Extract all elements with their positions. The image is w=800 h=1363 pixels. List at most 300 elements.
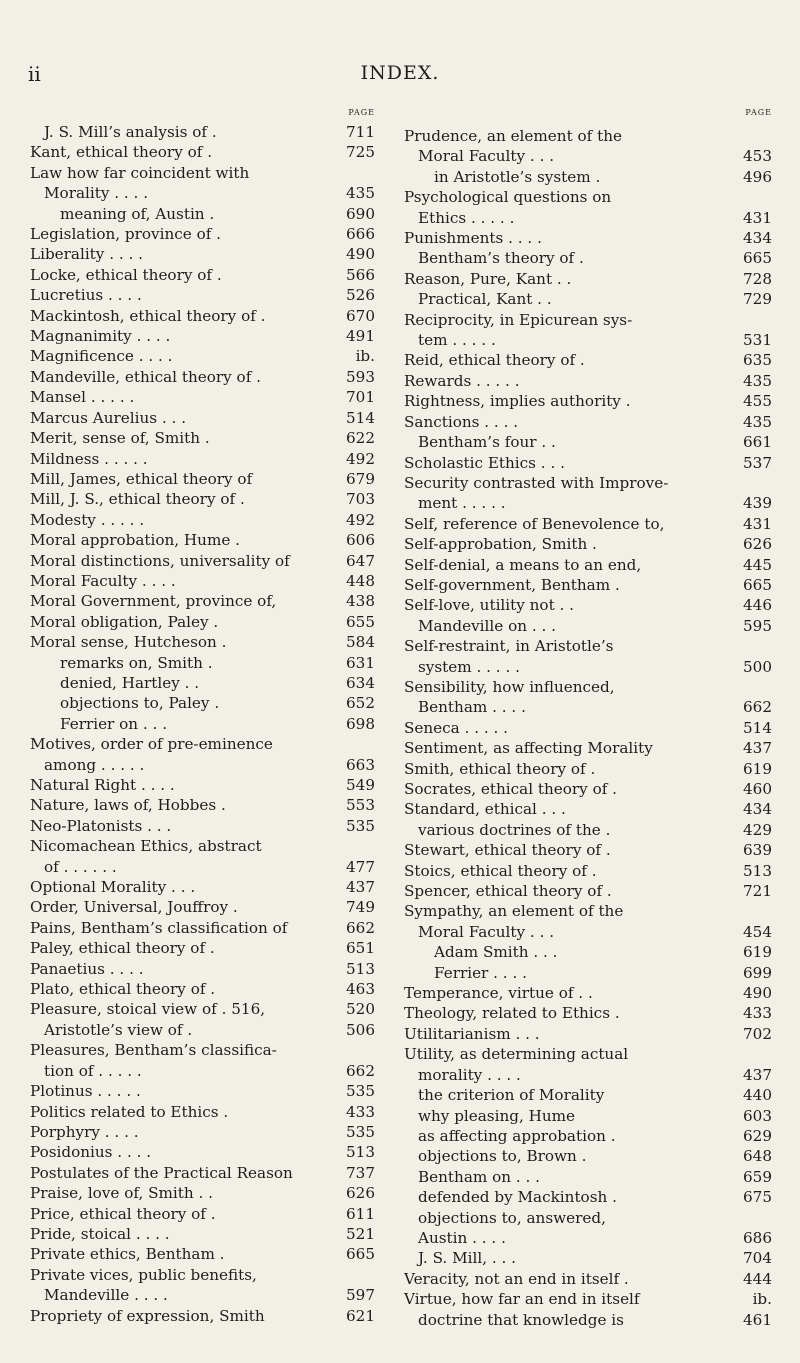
index-entry-term: Punishments . . . . [404, 229, 542, 248]
index-entry-page: 438 [346, 592, 375, 611]
index-entry-term: Mandeville . . . . [44, 1286, 168, 1305]
index-entry [30, 1306, 375, 1326]
index-entry-page: 635 [743, 351, 772, 370]
page-number: ii [28, 62, 41, 86]
index-entry-term: Self, reference of Benevolence to, [404, 514, 665, 533]
index-entry [30, 1020, 375, 1040]
index-entry [30, 1285, 375, 1305]
index-entry [30, 1163, 375, 1183]
index-entry-page: 537 [743, 453, 772, 472]
index-entry-page: 652 [346, 694, 375, 713]
index-entry [404, 1187, 772, 1207]
index-entry-term: Reason, Pure, Kant . . [404, 269, 572, 288]
index-entry-term: Moral Faculty . . . [418, 147, 555, 166]
index-entry-page: 699 [743, 963, 772, 982]
index-entry-page: 434 [743, 800, 772, 819]
index-entry-term: Price, ethical theory of . [30, 1204, 216, 1223]
index-entry [404, 738, 772, 758]
index-entry-page: 439 [743, 494, 772, 513]
index-entry-term: Bentham on . . . [418, 1167, 540, 1186]
index-entry [30, 489, 375, 509]
index-entry [30, 285, 375, 305]
index-entry-term: Ferrier on . . . [60, 714, 168, 733]
index-entry-page: 725 [346, 143, 375, 162]
index-entry-page: 703 [346, 490, 375, 509]
index-entry-page: 535 [346, 1122, 375, 1141]
index-entry-page: 690 [346, 204, 375, 223]
index-entry-page: 670 [346, 306, 375, 325]
index-entry [404, 820, 772, 840]
index-entry [30, 265, 375, 285]
index-entry [30, 1183, 375, 1203]
index-entry-term: as affecting approbation . [418, 1126, 616, 1145]
index-entry-term: Mandeville on . . . [418, 616, 556, 635]
index-entry-page: 701 [346, 388, 375, 407]
index-entry-term: Moral Government, province of, [30, 592, 277, 611]
index-entry-page: 514 [346, 408, 375, 427]
index-entry-term: Magnanimity . . . . [30, 327, 171, 346]
index-entry [30, 183, 375, 203]
index-entry [404, 840, 772, 860]
index-entry-page: 749 [346, 898, 375, 917]
index-entries-left [30, 122, 375, 1326]
index-entry [30, 918, 375, 938]
index-entry-page: 463 [346, 980, 375, 999]
index-entry-term: Ferrier . . . . [434, 963, 527, 982]
index-entry-term: Mill, J. S., ethical theory of . [30, 490, 245, 509]
index-entry-page: 491 [346, 327, 375, 346]
index-entry [404, 1024, 772, 1044]
index-entry [404, 881, 772, 901]
index-entry [404, 534, 772, 554]
index-entry-page: 435 [346, 184, 375, 203]
index-entry-page: 433 [346, 1102, 375, 1121]
index-entry-page: 737 [346, 1163, 375, 1182]
index-entry [30, 591, 375, 611]
index-entry-page: 506 [346, 1020, 375, 1039]
index-entry-term: Pleasure, stoical view of . 516, [30, 1000, 266, 1019]
index-entry-term: Theology, related to Ethics . [404, 1004, 620, 1023]
index-entry [404, 779, 772, 799]
index-entry-page: 535 [346, 1082, 375, 1101]
index-entry [404, 330, 772, 350]
index-entry-page: 553 [346, 796, 375, 815]
index-entry-page: 433 [743, 1004, 772, 1023]
index-entry [30, 938, 375, 958]
index-entry [404, 595, 772, 615]
index-entry-page: 434 [743, 229, 772, 248]
index-entry-page: 662 [346, 918, 375, 937]
index-entry-term: Practical, Kant . . [418, 290, 552, 309]
index-entry [30, 999, 375, 1019]
index-entry-page: 595 [743, 616, 772, 635]
index-entry-page: 611 [346, 1204, 375, 1223]
index-entry-page: 675 [743, 1188, 772, 1207]
index-entry-page: 431 [743, 514, 772, 533]
page-column-heading: PAGE [745, 108, 772, 117]
index-entry [404, 1248, 772, 1268]
index-entry-term: Private ethics, Bentham . [30, 1245, 225, 1264]
index-entry-term: Propriety of expression, Smith [30, 1306, 265, 1325]
index-entry-page: 445 [743, 555, 772, 574]
index-entry-term: Self-government, Bentham . [404, 575, 620, 594]
index-entry-page: 521 [346, 1224, 375, 1243]
index-entry-page: 622 [346, 429, 375, 448]
index-entry [404, 473, 772, 493]
index-entry-term: Rightness, implies authority . [404, 392, 631, 411]
index-entry [30, 775, 375, 795]
index-entry-page: 662 [743, 698, 772, 717]
index-entry [404, 1044, 772, 1064]
index-entry [30, 449, 375, 469]
index-entry-page: 500 [743, 657, 772, 676]
index-entry-term: morality . . . . [418, 1065, 521, 1084]
index-entry-term: Austin . . . . [418, 1228, 506, 1247]
index-entry [404, 187, 772, 207]
index-entry-term: Self-restraint, in Aristotle’s [404, 637, 614, 656]
index-entry [30, 1224, 375, 1244]
index-entry-page: 435 [743, 412, 772, 431]
index-entry [404, 901, 772, 921]
index-entry-term: Self-love, utility not . . [404, 596, 574, 615]
index-entry-page: 490 [743, 984, 772, 1003]
index-entry-term: Optional Morality . . . [30, 878, 196, 897]
index-entry-page: 566 [346, 265, 375, 284]
index-entry-page: 584 [346, 633, 375, 652]
index-entry-term: Sensibility, how influenced, [404, 677, 615, 696]
index-entry-page: 431 [743, 208, 772, 227]
index-entry-term: Prudence, an element of the [404, 127, 622, 145]
index-entry [30, 1142, 375, 1162]
index-entry [30, 979, 375, 999]
index-entry-page: 535 [346, 816, 375, 835]
index-entry-page: 437 [346, 878, 375, 897]
index-entry [404, 1126, 772, 1146]
index-entry [30, 734, 375, 754]
index-entry-page: 526 [346, 286, 375, 305]
index-entry-term: Mackintosh, ethical theory of . [30, 306, 266, 325]
index-entry-term: of . . . . . . [44, 857, 117, 876]
index-entry-page: 686 [743, 1228, 772, 1247]
index-entry-term: Adam Smith . . . [434, 943, 558, 962]
index-entry-term: J. S. Mill, . . . [418, 1249, 516, 1268]
index-entry-page: 704 [743, 1249, 772, 1268]
index-entry [30, 1102, 375, 1122]
index-entry-page: 634 [346, 673, 375, 692]
index-entry [30, 408, 375, 428]
index-entry-term: Stoics, ethical theory of . [404, 861, 597, 880]
index-entry-term: denied, Hartley . . [60, 673, 200, 692]
index-entry [30, 877, 375, 897]
index-entry [30, 142, 375, 162]
index-entry-page: 461 [743, 1310, 772, 1329]
index-entry [404, 493, 772, 513]
index-entry-term: Mansel . . . . . [30, 388, 135, 407]
index-entry-term: Law how far coincident with [30, 163, 250, 182]
index-entry-page: 454 [743, 922, 772, 941]
index-entry [404, 942, 772, 962]
index-entry [404, 371, 772, 391]
index-entry [404, 248, 772, 268]
index-entry [30, 367, 375, 387]
index-entry-term: Socrates, ethical theory of . [404, 780, 617, 798]
index-entry [30, 1081, 375, 1101]
index-entry-page: 621 [346, 1306, 375, 1325]
index-entry-term: Paley, ethical theory of . [30, 939, 215, 958]
index-entry [30, 469, 375, 489]
index-entry-page: 513 [743, 861, 772, 880]
index-entry [30, 1040, 375, 1060]
index-entry-page: 655 [346, 612, 375, 631]
index-entry [404, 718, 772, 738]
index-entry [404, 289, 772, 309]
index-entry [404, 1310, 772, 1330]
index-entry [30, 224, 375, 244]
index-entry-page: 444 [743, 1269, 772, 1288]
index-entry [404, 453, 772, 473]
index-entry-term: tion of . . . . . [44, 1061, 142, 1080]
index-entry-page: 679 [346, 469, 375, 488]
index-entry-term: Moral obligation, Paley . [30, 612, 219, 631]
index-entry [404, 759, 772, 779]
index-entry-page: 729 [743, 290, 772, 309]
index-entry-term: among . . . . . [44, 755, 145, 774]
index-entry-page: 514 [743, 718, 772, 737]
index-entry [30, 897, 375, 917]
index-entry-page: 453 [743, 147, 772, 166]
index-entry-term: Moral sense, Hutcheson . [30, 633, 227, 652]
index-entry-term: Nicomachean Ethics, abstract [30, 837, 262, 856]
index-entry-page: 435 [743, 371, 772, 390]
index-entry-page: 440 [743, 1086, 772, 1105]
index-entry [30, 571, 375, 591]
index-entry-page: 496 [743, 167, 772, 186]
index-entry-term: Lucretius . . . . [30, 286, 142, 305]
index-entry-page: 437 [743, 1065, 772, 1084]
index-entry [404, 350, 772, 370]
index-entry-term: Moral Faculty . . . . [30, 571, 176, 590]
index-entry [30, 530, 375, 550]
index-entry-term: Bentham’s theory of . [418, 249, 584, 268]
index-entry-term: Magnificence . . . . [30, 347, 173, 366]
index-entry-term: Plato, ethical theory of . [30, 980, 216, 999]
index-entry-term: Mandeville, ethical theory of . [30, 367, 261, 386]
index-entry-page: 549 [346, 776, 375, 794]
index-entry-term: Plotinus . . . . . [30, 1082, 141, 1101]
index-entry [30, 795, 375, 815]
index-entry-term: Spencer, ethical theory of . [404, 882, 612, 901]
index-entry [30, 346, 375, 366]
index-entry [30, 816, 375, 836]
index-entry-page: 460 [743, 780, 772, 798]
index-entry-term: objections to, answered, [418, 1208, 606, 1227]
index-entry [30, 122, 375, 142]
index-entry-term: Pains, Bentham’s classification of [30, 918, 288, 937]
index-entry-term: Smith, ethical theory of . [404, 759, 596, 778]
index-entry-term: Scholastic Ethics . . . [404, 453, 565, 472]
index-entry-page: 520 [346, 1000, 375, 1019]
index-entry-term: Porphyry . . . . [30, 1122, 139, 1141]
index-entry-page: 665 [743, 575, 772, 594]
index-entry-term: Morality . . . . [44, 184, 149, 203]
index-entry-term: Moral approbation, Hume . [30, 531, 240, 550]
index-entry [30, 1244, 375, 1264]
index-entry-page: 647 [346, 551, 375, 570]
index-entry [404, 677, 772, 697]
index-entry [404, 1085, 772, 1105]
index-entry-term: Utility, as determining actual [404, 1045, 629, 1064]
index-entry [30, 673, 375, 693]
index-entry-page: 721 [743, 882, 772, 901]
index-entry-term: Bentham . . . . [418, 698, 526, 717]
index-entry-page: 446 [743, 596, 772, 615]
index-entry-term: Self-denial, a means to an end, [404, 555, 642, 574]
index-entry-term: Modesty . . . . . [30, 510, 145, 529]
index-entry-term: Legislation, province of . [30, 225, 221, 244]
index-entry-term: Sanctions . . . . [404, 412, 519, 431]
index-entry-page: 629 [743, 1126, 772, 1145]
index-entry-page: 659 [743, 1167, 772, 1186]
index-entry [404, 636, 772, 656]
index-entry [30, 551, 375, 571]
index-entry-term: Mildness . . . . . [30, 449, 148, 468]
index-entry-page: 639 [743, 841, 772, 860]
index-entry-page: 665 [743, 249, 772, 268]
index-entry-term: Praise, love of, Smith . . [30, 1184, 213, 1203]
index-entry-term: Politics related to Ethics . [30, 1102, 229, 1121]
index-entry-term: Motives, order of pre-eminence [30, 735, 273, 754]
index-entry [30, 510, 375, 530]
index-entry [404, 575, 772, 595]
index-entry [404, 167, 772, 187]
index-entry [404, 799, 772, 819]
index-entry-term: Bentham’s four . . [418, 433, 556, 452]
index-entry-page: 619 [743, 759, 772, 778]
index-entry [404, 1106, 772, 1126]
index-entry-page: 437 [743, 739, 772, 758]
index-entry [30, 244, 375, 264]
index-entry-term: J. S. Mill’s analysis of . [44, 123, 217, 141]
index-entry-term: Pleasures, Bentham’s classifica- [30, 1041, 277, 1060]
index-entry [30, 1204, 375, 1224]
index-entry [30, 755, 375, 775]
index-entry [404, 1208, 772, 1228]
index-entry [30, 1265, 375, 1285]
index-entry [30, 857, 375, 877]
index-entry-term: Stewart, ethical theory of . [404, 841, 611, 860]
index-entry [404, 983, 772, 1003]
index-entry-page: 661 [743, 433, 772, 452]
index-entry-term: Private vices, public benefits, [30, 1265, 257, 1284]
index-entry-term: Temperance, virtue of . . [404, 984, 593, 1003]
index-entry [404, 514, 772, 534]
index-entry [404, 1003, 772, 1023]
index-entry-page: 631 [346, 653, 375, 672]
index-entry-page: 698 [346, 714, 375, 733]
index-entry-term: objections to, Paley . [60, 694, 220, 713]
index-entry-term: ment . . . . . [418, 494, 506, 513]
index-entry-term: why pleasing, Hume [418, 1106, 576, 1125]
index-entry [404, 146, 772, 166]
index-entry-term: meaning of, Austin . [60, 204, 215, 223]
index-entry-page: 448 [346, 571, 375, 590]
index-entry-page: 663 [346, 755, 375, 774]
index-entry-term: Self-approbation, Smith . [404, 535, 597, 554]
index-entry [404, 228, 772, 248]
index-entry-page: ib. [355, 347, 375, 366]
index-entry-term: Aristotle’s view of . [44, 1020, 193, 1039]
index-entry [404, 126, 772, 146]
index-entry-term: Merit, sense of, Smith . [30, 429, 210, 448]
index-entry-term: Security contrasted with Improve- [404, 473, 669, 492]
index-entry-page: 492 [346, 510, 375, 529]
index-entry-page: 531 [743, 331, 772, 350]
index-entry-term: Rewards . . . . . [404, 371, 520, 390]
index-entry [30, 204, 375, 224]
index-entry-term: Panaetius . . . . [30, 959, 144, 978]
index-entry-term: the criterion of Morality [418, 1086, 605, 1105]
index-entry [404, 861, 772, 881]
index-entry [30, 959, 375, 979]
index-entry-term: remarks on, Smith . [60, 653, 213, 672]
index-entry-term: Liberality . . . . [30, 245, 143, 264]
index-entry-term: Locke, ethical theory of . [30, 265, 222, 284]
index-entry-term: Kant, ethical theory of . [30, 143, 213, 162]
index-entry-page: 490 [346, 245, 375, 264]
index-entry-term: Neo-Platonists . . . [30, 816, 172, 835]
index-entry-page: 651 [346, 939, 375, 958]
index-entry [30, 612, 375, 632]
index-entry [30, 653, 375, 673]
index-entry [404, 208, 772, 228]
index-entry-term: Psychological questions on [404, 188, 612, 207]
index-entry-term: various doctrines of the . [418, 820, 611, 839]
index-entry [404, 1269, 772, 1289]
index-entry-term: Standard, ethical . . . [404, 800, 566, 819]
index-entry-page: 648 [743, 1147, 772, 1166]
index-entry [404, 555, 772, 575]
index-entry [30, 714, 375, 734]
index-entry [404, 1228, 772, 1248]
index-entry-term: Posidonius . . . . [30, 1143, 152, 1162]
index-entry-term: Pride, stoical . . . . [30, 1224, 170, 1243]
index-entry [404, 657, 772, 677]
index-entry [404, 963, 772, 983]
index-entry-term: system . . . . . [418, 657, 520, 676]
index-entry-term: Virtue, how far an end in itself [404, 1290, 640, 1309]
index-entry [30, 428, 375, 448]
index-entry-page: 513 [346, 959, 375, 978]
index-entry-term: Nature, laws of, Hobbes . [30, 796, 226, 815]
index-entry-term: Marcus Aurelius . . . [30, 408, 187, 427]
index-entry [30, 836, 375, 856]
index-entry [404, 310, 772, 330]
index-entry [30, 306, 375, 326]
index-entry [404, 412, 772, 432]
index-entry [30, 1122, 375, 1142]
index-entry-page: 606 [346, 531, 375, 550]
index-entry-page: 429 [743, 820, 772, 839]
index-entry-page: 711 [346, 123, 375, 141]
index-entry [404, 1065, 772, 1085]
index-entry [30, 693, 375, 713]
index-entry [404, 391, 772, 411]
index-entry-term: Natural Right . . . . [30, 776, 175, 794]
index-entry-page: 626 [743, 535, 772, 554]
index-entry-page: 597 [346, 1286, 375, 1305]
index-entry-term: Reciprocity, in Epicurean sys- [404, 310, 633, 329]
index-entries-right [404, 126, 772, 1330]
